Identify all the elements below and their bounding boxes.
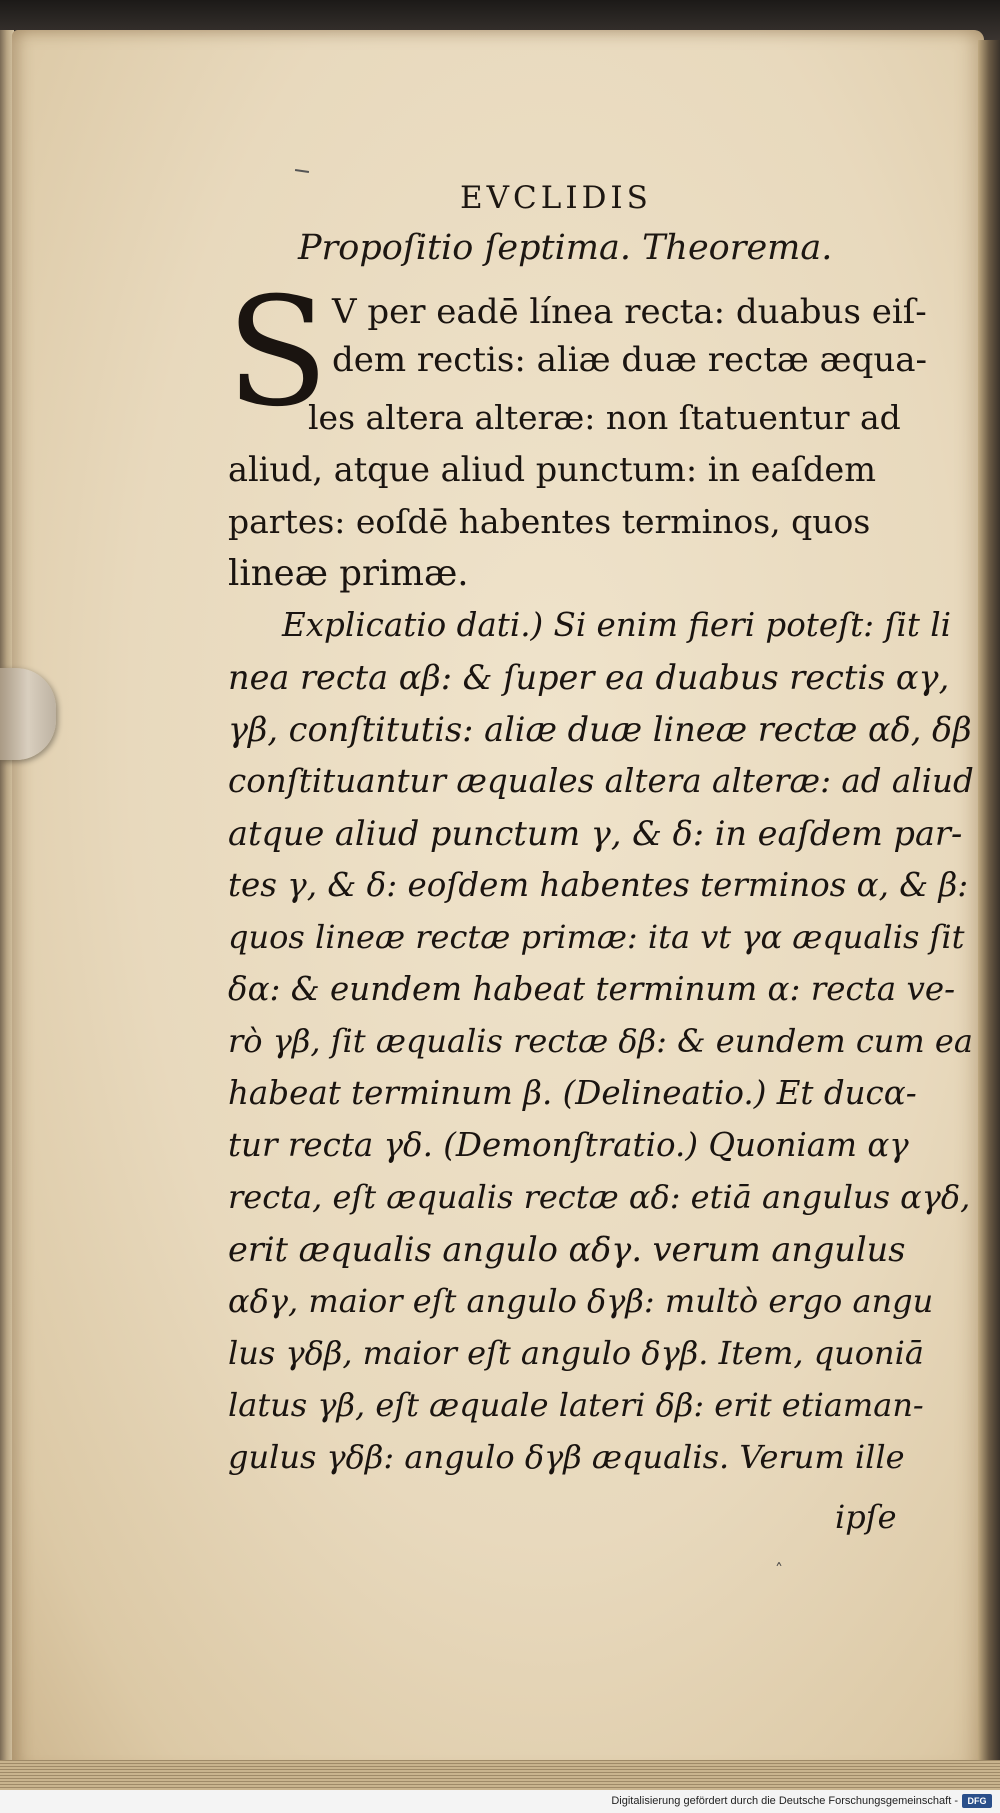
enunciation-line: partes: eoſdē habentes terminos, quos: [228, 502, 871, 541]
explication-line: erit æqualis angulo αδγ. verum angulus: [228, 1230, 906, 1269]
explication-line: lus γδβ, maior eſt angulo δγβ. Item, quoniā: [228, 1334, 924, 1372]
explication-line: atque aliud punctum γ, & δ: in eaſdem par-: [228, 814, 963, 853]
explication-line: δα: & eundem habeat terminum α: recta ve-: [228, 970, 956, 1008]
explication-line: Explicatio dati.) Si enim fieri poteſt: ſit li: [282, 606, 952, 644]
enunciation-line: V per eadē línea recta: duabus eiſ-: [332, 292, 927, 332]
explication-line: γβ, conſtitutis: aliæ duæ lineæ rectæ αδ, δβ: [228, 710, 972, 749]
explication-line: gulus γδβ: angulo δγβ æqualis. Verum ille: [228, 1438, 905, 1476]
book-right-edge: [978, 40, 1000, 1780]
dfg-logo-text: DFG: [967, 1796, 987, 1806]
running-head: EVCLIDIS: [460, 180, 652, 216]
enunciation-line: les altera alteræ: non ſtatuentur ad: [308, 398, 901, 437]
proposition-title: Propoſitio ſeptima. Theorema.: [298, 228, 833, 268]
explication-line: rò γβ, ſit æqualis rectæ δβ: & eundem cum ea: [228, 1022, 973, 1060]
dfg-logo: [962, 1794, 992, 1808]
explication-line: conſtituantur æquales altera alteræ: ad aliud: [228, 762, 974, 800]
explication-line: tes γ, & δ: eoſdem habentes terminos α, & β:: [228, 866, 969, 904]
drop-cap: S: [226, 266, 329, 440]
footer-credit: Digitalisierung gefördert durch die Deutsche Forschungsgemeinschaft -: [611, 1795, 958, 1807]
explication-line: αδγ, maior eſt angulo δγβ: multò ergo angu: [228, 1282, 934, 1320]
explication-line: recta, eſt æqualis rectæ αδ: etiā angulus αγδ,: [228, 1178, 971, 1216]
enunciation-line: lineæ primæ.: [228, 553, 469, 594]
enunciation-line: aliud, atque aliud punctum: in eaſdem: [228, 450, 876, 489]
enunciation-line: dem rectis: aliæ duæ rectæ æqua-: [332, 340, 928, 380]
explication-line: quos lineæ rectæ primæ: ita vt γα æqualis ſit: [228, 918, 965, 956]
explication-line: habeat terminum β. (Delineatio.) Et ducα-: [228, 1074, 917, 1112]
ink-mark: ˄: [775, 1560, 783, 1579]
book-bottom-edge: [0, 1760, 1000, 1790]
explication-line: tur recta γδ. (Demonſtratio.) Quoniam αγ: [228, 1126, 909, 1164]
catchword: ipſe: [835, 1498, 897, 1536]
explication-line: latus γβ, eſt æquale lateri δβ: erit etiaman-: [228, 1386, 924, 1424]
explication-line: nea recta αβ: & ſuper ea duabus rectis αγ,: [228, 658, 950, 697]
